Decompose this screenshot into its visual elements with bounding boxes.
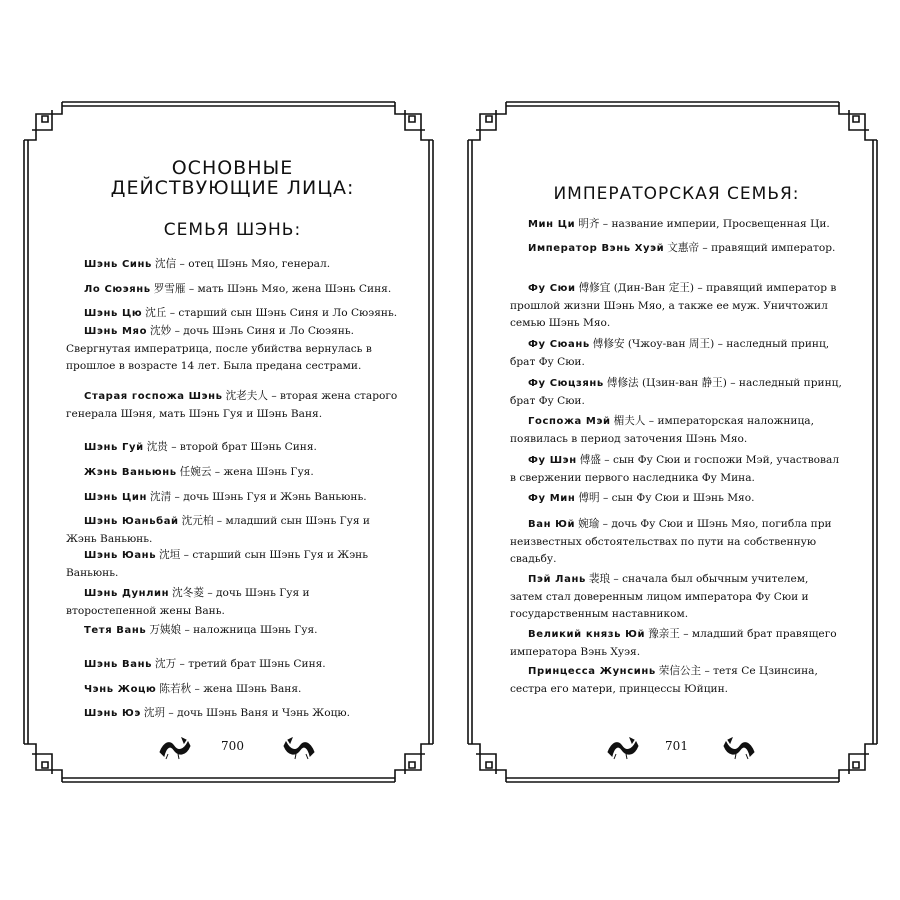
character-hanzi: 荣信公主 xyxy=(658,665,702,677)
character-entry xyxy=(66,705,399,723)
character-description: – правящий император в прошлой жизни Шэнь Мяо, а также ее муж. Уничтожил семью Шэнь Мяо. xyxy=(510,282,837,329)
character-entry xyxy=(510,516,843,569)
character-name: Фу Сюцзянь xyxy=(528,378,604,389)
character-name: Фу Сюань xyxy=(528,339,590,350)
character-name: Чэнь Жоцю xyxy=(84,684,157,695)
left-page xyxy=(22,100,435,784)
character-description: – сын Фу Сюи и Шэнь Мяо. xyxy=(599,492,755,504)
character-name: Фу Мин xyxy=(528,493,576,504)
character-description: – младший сын Шэнь Гуя и Жэнь Ваньюнь. xyxy=(66,515,370,545)
character-description: – дочь Шэнь Гуя и второстепенной жены Вань. xyxy=(66,587,310,617)
character-name: Великий князь Юй xyxy=(528,629,646,640)
character-hanzi: 沈清 xyxy=(150,491,172,503)
character-entry xyxy=(510,663,843,698)
character-name: Шэнь Юань xyxy=(84,550,157,561)
character-entry xyxy=(66,305,399,323)
dragon-right-icon xyxy=(282,734,316,760)
character-description: – наследный принц, брат Фу Сюи. xyxy=(510,338,830,368)
character-hanzi: 沈垣 xyxy=(159,549,181,561)
character-description: – третий брат Шэнь Синя. xyxy=(176,658,326,670)
character-entry xyxy=(66,439,399,457)
character-hanzi: 明齐 xyxy=(578,218,600,230)
character-description: – жена Шэнь Гуя. xyxy=(211,466,314,478)
character-name: Жэнь Ваньюнь xyxy=(84,467,177,478)
page-number: 700 xyxy=(221,739,244,753)
character-name: Пэй Лань xyxy=(528,574,586,585)
character-hanzi: 傅修宜 (Дин-Ван 定王) xyxy=(578,282,695,294)
character-entry xyxy=(66,585,399,620)
character-description: – старший сын Шэнь Синя и Ло Сюэянь. xyxy=(166,307,398,319)
character-entry xyxy=(510,571,843,624)
character-description: – дочь Фу Сюи и Шэнь Мяо, погибла при неизвестных обстоятельствах по пути на собственную свадьбу. xyxy=(510,518,832,565)
dragon-right-icon xyxy=(722,734,756,760)
character-hanzi: 文惠帝 xyxy=(667,242,700,254)
character-name: Шэнь Юаньбай xyxy=(84,516,179,527)
character-entry xyxy=(66,256,399,274)
character-name: Старая госпожа Шэнь xyxy=(84,391,223,402)
character-name: Шэнь Цин xyxy=(84,492,147,503)
character-description: – дочь Шэнь Синя и Ло Сюэянь. Свергнутая императрица, после убийства вернулась в прошлое в возрасте 14 лет. Была предана сестрами. xyxy=(66,325,372,372)
page-number: 701 xyxy=(665,739,688,753)
character-description: – мать Шэнь Мяо, жена Шэнь Синя. xyxy=(185,283,392,295)
character-name: Ло Сюэянь xyxy=(84,284,151,295)
page-title-line-2: ДЕЙСТВУЮЩИЕ ЛИЦА: xyxy=(110,177,355,199)
character-entry xyxy=(510,490,843,508)
character-hanzi: 沈玥 xyxy=(143,707,166,719)
character-entry xyxy=(510,216,843,234)
character-description: – тетя Се Цзинсина, сестра его матери, принцессы Юйцин. xyxy=(510,665,818,695)
page-title-line-1: ОСНОВНЫЕ xyxy=(171,157,294,179)
character-hanzi: 傅修法 (Цзин-ван 静王) xyxy=(606,377,727,389)
character-name: Шэнь Синь xyxy=(84,259,152,270)
character-name: Госпожа Мэй xyxy=(528,416,611,427)
character-hanzi: 沈元柏 xyxy=(181,515,214,527)
character-entry xyxy=(66,681,399,699)
character-name: Тетя Вань xyxy=(84,625,147,636)
character-description: – императорская наложница, появилась в период заточения Шэнь Мяо. xyxy=(510,415,814,445)
character-name: Шэнь Гуй xyxy=(84,442,144,453)
section-title: ИМПЕРАТОРСКАЯ СЕМЬЯ: xyxy=(553,184,800,204)
character-entry xyxy=(66,489,399,507)
page-footer xyxy=(66,734,399,760)
character-entry xyxy=(66,464,399,482)
character-hanzi: 陈若秋 xyxy=(159,683,192,695)
character-hanzi: 楣夫人 xyxy=(613,415,646,427)
character-hanzi: 任婉云 xyxy=(179,466,212,478)
character-hanzi: 傅修安 (Чжоу-ван 周王) xyxy=(592,338,715,350)
character-hanzi: 傅盛 xyxy=(579,454,601,466)
dragon-left-icon xyxy=(606,734,640,760)
character-hanzi: 沈贵 xyxy=(146,441,168,453)
character-hanzi: 豫亲王 xyxy=(648,628,680,640)
character-entry xyxy=(66,281,399,299)
character-entry xyxy=(510,452,843,487)
character-entry xyxy=(66,388,399,423)
character-description: – сын Фу Сюи и госпожи Мэй, участвовал в свержении первого наследника Фу Мина. xyxy=(510,454,840,484)
character-hanzi: 傅明 xyxy=(578,492,600,504)
character-description: – сначала был обычным учителем, затем стал доверенным лицом императора Фу Сюи и государственным наставником. xyxy=(510,573,809,620)
character-name: Шэнь Вань xyxy=(84,659,152,670)
character-entry xyxy=(66,547,399,582)
character-entry xyxy=(510,626,843,661)
character-entry xyxy=(66,656,399,674)
character-entry xyxy=(66,323,399,376)
character-name: Фу Шэн xyxy=(528,455,577,466)
character-hanzi: 沈万 xyxy=(155,658,177,670)
character-description: – вторая жена старого генерала Шэня, мать Шэнь Гуя и Шэнь Ваня. xyxy=(66,390,398,420)
character-hanzi: 裴琅 xyxy=(588,573,611,585)
character-description: – отец Шэнь Мяо, генерал. xyxy=(176,258,331,270)
character-name: Мин Ци xyxy=(528,219,576,230)
dragon-left-icon xyxy=(158,734,192,760)
character-name: Ван Юй xyxy=(528,519,576,530)
character-description: – наложница Шэнь Гуя. xyxy=(181,624,318,636)
character-description: – дочь Шэнь Ваня и Чэнь Жоцю. xyxy=(165,707,350,719)
right-page xyxy=(466,100,879,784)
character-hanzi: 沈冬菱 xyxy=(172,587,204,599)
character-hanzi: 万姨娘 xyxy=(149,624,182,636)
character-description: – младший брат правящего императора Вэнь Хуэя. xyxy=(510,628,837,658)
page-footer xyxy=(510,734,843,760)
character-hanzi: 沈妙 xyxy=(150,325,172,337)
character-name: Император Вэнь Хуэй xyxy=(528,243,665,254)
character-description: – жена Шэнь Ваня. xyxy=(191,683,302,695)
character-hanzi: 婉瑜 xyxy=(578,518,600,530)
character-entry xyxy=(510,280,843,333)
section-title: СЕМЬЯ ШЭНЬ: xyxy=(163,220,302,240)
character-name: Шэнь Дунлин xyxy=(84,588,170,599)
character-entry xyxy=(510,240,843,258)
character-name: Фу Сюи xyxy=(528,283,576,294)
character-name: Шэнь Мяо xyxy=(84,326,148,337)
character-hanzi: 沈信 xyxy=(154,258,177,270)
character-entry xyxy=(66,622,399,640)
character-name: Шэнь Юэ xyxy=(84,708,141,719)
character-name: Принцесса Жунсинь xyxy=(528,666,656,677)
character-description: – наследный принц, брат Фу Сюи. xyxy=(510,377,842,407)
character-entry xyxy=(510,375,843,410)
character-description: – старший сын Шэнь Гуя и Жэнь Ваньюнь. xyxy=(66,549,368,579)
character-entry xyxy=(66,513,399,548)
character-name: Шэнь Цю xyxy=(84,308,143,319)
character-entry xyxy=(510,336,843,371)
character-hanzi: 沈老夫人 xyxy=(225,390,268,402)
character-entry xyxy=(510,413,843,448)
character-description: – правящий император. xyxy=(699,242,836,254)
character-hanzi: 罗雪雁 xyxy=(153,283,186,295)
character-description: – второй брат Шэнь Синя. xyxy=(167,441,317,453)
character-hanzi: 沈丘 xyxy=(145,307,167,319)
character-description: – название империи, Просвещенная Ци. xyxy=(599,218,830,230)
character-description: – дочь Шэнь Гуя и Жэнь Ваньюнь. xyxy=(171,491,367,503)
